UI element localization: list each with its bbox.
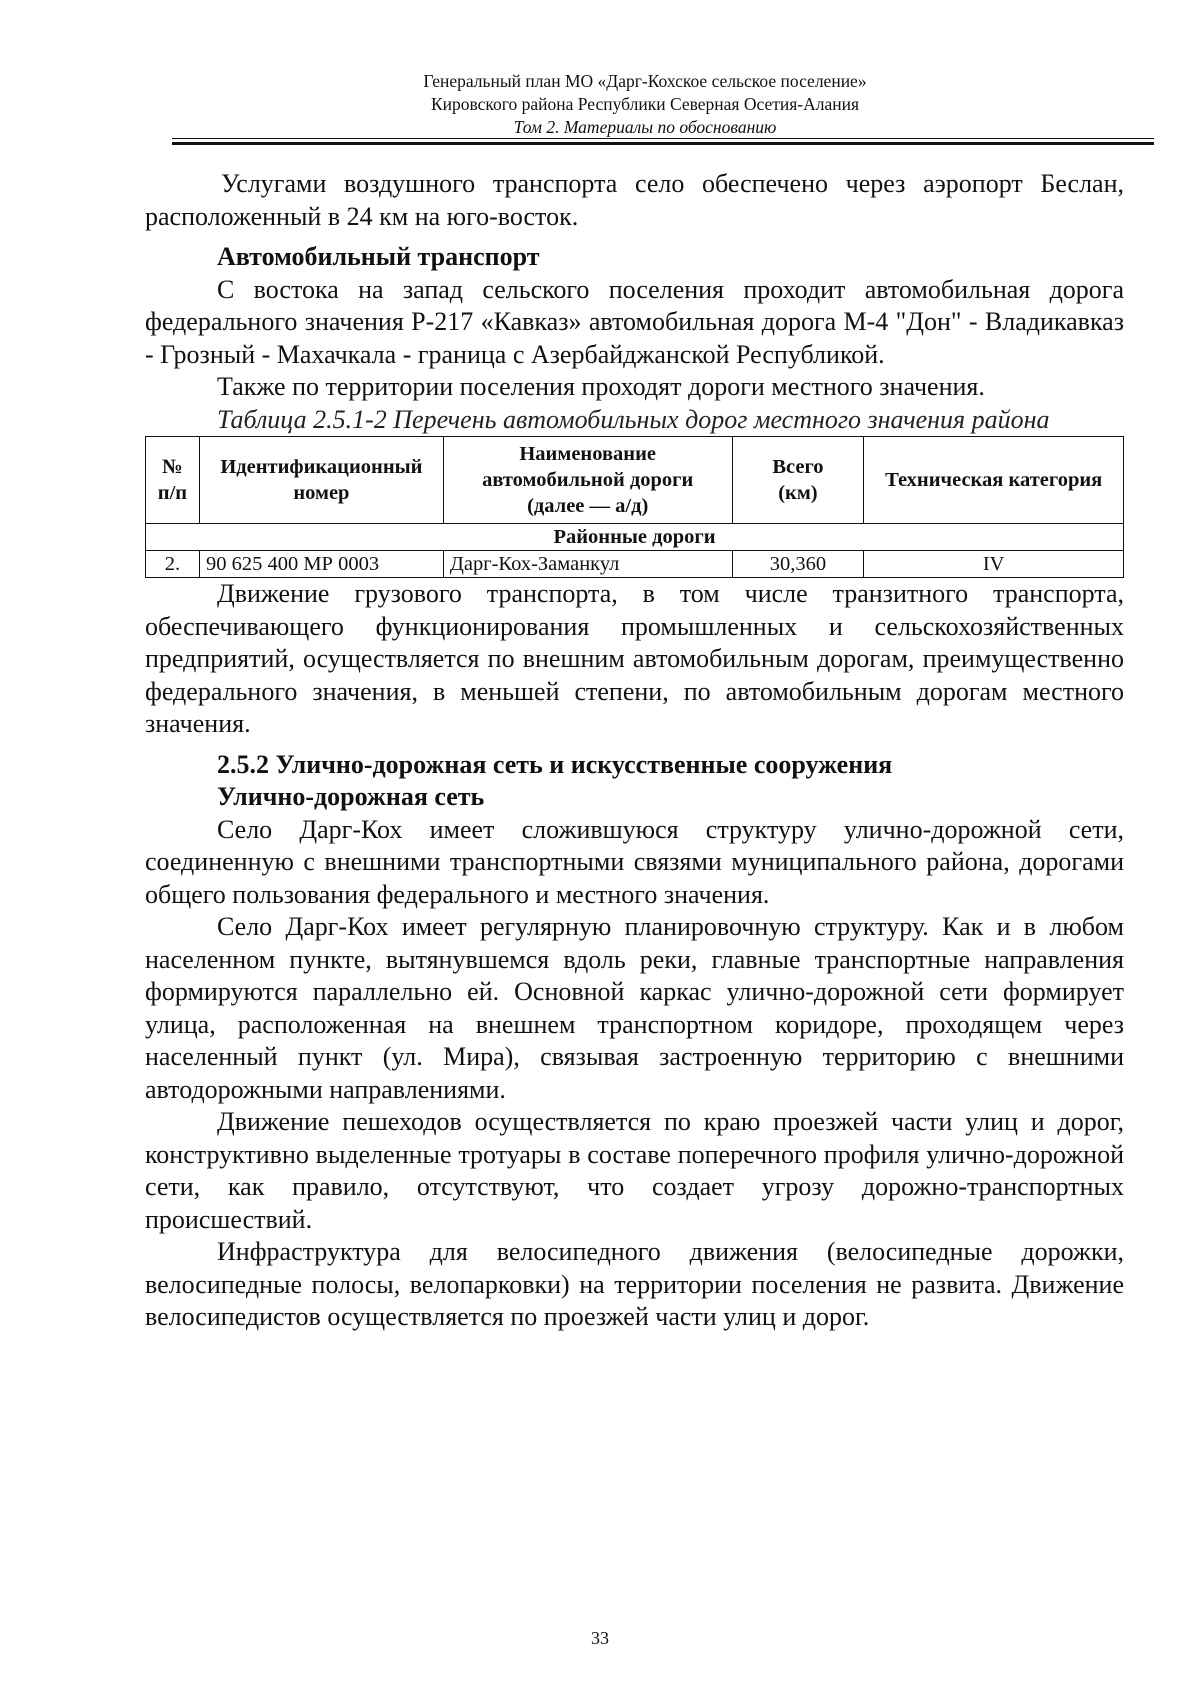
paragraph-planning-structure: Село Дарг-Кох имеет регулярную планировочную структуру. Как и в любом населенном пункте, вытянувшемся вдоль реки, главные транспортные направления формируются параллельно ей. Основной каркас улично-дорожной сети формирует улица, расположенная на внешнем транспортном коридоре, проходящем через населенный пункт (ул. Мира), связывая застроенную территорию с внешними автодорожными направлениями. — [145, 912, 1124, 1104]
document-body — [145, 168, 1124, 1334]
col-header-name — [443, 437, 732, 524]
col-header-total-line2: (км) — [778, 482, 818, 504]
header-subtitle: Кировского района Республики Северная Осетия-Алания — [430, 94, 860, 114]
col-header-total-line1: Всего — [772, 456, 824, 478]
heading-auto-transport: Автомобильный транспорт — [217, 242, 540, 271]
cell-id: 90 625 400 МР 0003 — [199, 551, 443, 578]
col-header-id: Идентификационный номер — [199, 437, 443, 524]
cell-category: IV — [864, 551, 1124, 578]
table-group-row — [146, 524, 1124, 551]
col-header-name-line2: автомобильной дороги — [482, 469, 694, 491]
table-header-row — [146, 437, 1124, 524]
paragraph-air-transport: Услугами воздушного транспорта село обеспечено через аэропорт Беслан, расположенный в 24 км на юго-восток. — [145, 169, 1124, 231]
col-header-category: Техническая категория — [864, 437, 1124, 524]
paragraph-federal-roads: С востока на запад сельского поселения проходит автомобильная дорога федерального значения Р-217 «Кавказ» автомобильная дорога М-4 "Дон" - Владикавказ - Грозный - Махачкала - граница с Азербайджанской Республикой. — [145, 274, 1124, 369]
paragraph-freight: Движение грузового транспорта, в том числе транзитного транспорта, обеспечивающего функционирования промышленных и сельскохозяйственных предприятий, осуществляется по внешним автомобильным дорогам, преимущественно федерального значения, в меньшей степени, по автомобильным дорогам местного значения. — [145, 579, 1124, 738]
header-title: Генеральный план МО «Дарг-Кохское сельское поселение» — [423, 71, 867, 91]
table-caption: Таблица 2.5.1-2 Перечень автомобильных дорог местного значения района — [217, 404, 1050, 434]
paragraph-local-roads: Также по территории поселения проходят дороги местного значения. — [217, 372, 985, 401]
local-roads-table — [145, 436, 1124, 578]
col-header-number-line1: № — [162, 456, 183, 478]
group-label: Районные дороги — [146, 524, 1124, 551]
cell-name: Дарг-Кох-Заманкул — [443, 551, 732, 578]
col-header-number — [146, 437, 200, 524]
cell-number: 2. — [146, 551, 200, 578]
col-header-name-line1: Наименование — [519, 443, 657, 465]
section-heading: 2.5.2 Улично-дорожная сеть и искусственные сооружения — [217, 749, 893, 779]
page-header — [145, 70, 1145, 139]
subsection-heading: Улично-дорожная сеть — [217, 782, 485, 811]
paragraph-street-network: Село Дарг-Кох имеет сложившуюся структуру улично-дорожной сети, соединенную с внешними транспортными связями муниципального района, дорогами общего пользования федерального и местного значения. — [145, 814, 1124, 909]
header-divider-thin — [172, 138, 1154, 139]
page-number: 33 — [591, 1628, 609, 1648]
header-divider-thick — [172, 142, 1154, 145]
paragraph-pedestrians: Движение пешеходов осуществляется по краю проезжей части улиц и дорог, конструктивно выделенные тротуары в составе поперечного профиля улично-дорожной сети, как правило, отсутствуют, что создает угрозу дорожно-транспортных происшествий. — [145, 1107, 1124, 1234]
col-header-number-line2: п/п — [157, 482, 188, 504]
paragraph-cyclists: Инфраструктура для велосипедного движения (велосипедные дорожки, велосипедные полосы, велопарковки) на территории поселения не развита. Движение велосипедистов осуществляется по проезжей части улиц и дорог. — [145, 1237, 1124, 1331]
cell-total: 30,360 — [732, 551, 864, 578]
col-header-total — [732, 437, 864, 524]
header-volume: Том 2. Материалы по обоснованию — [513, 117, 777, 137]
table-row — [146, 551, 1124, 578]
col-header-name-line3: (далее — а/д) — [527, 495, 649, 517]
